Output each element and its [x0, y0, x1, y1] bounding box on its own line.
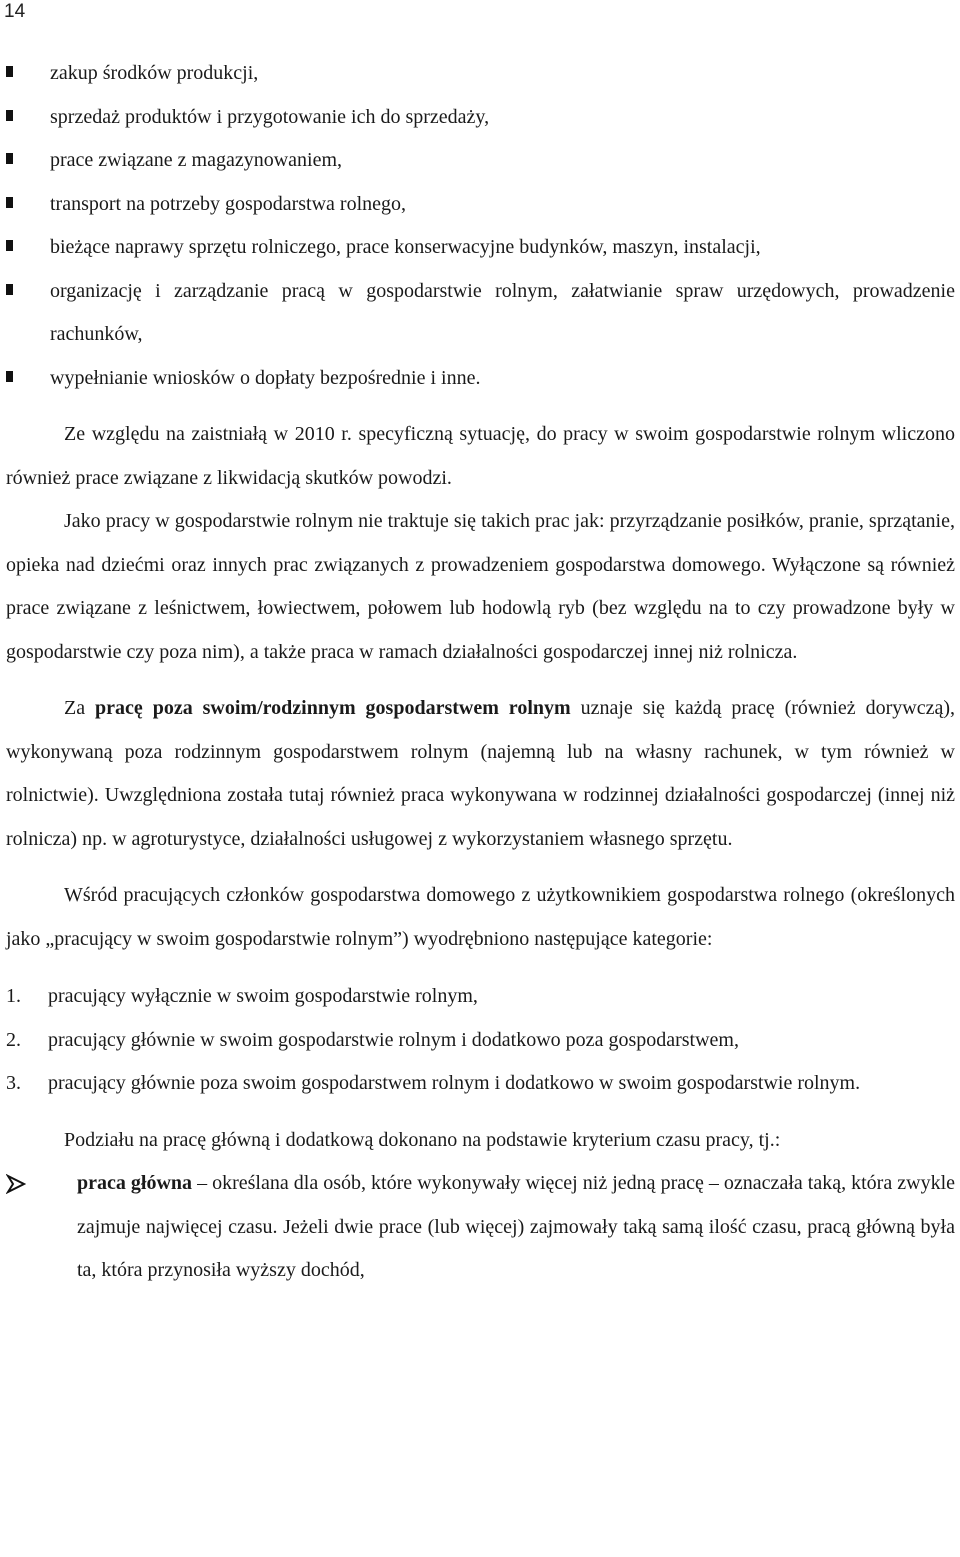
list-item: zakup środków produkcji,	[6, 52, 955, 96]
paragraph-outside-work: Za pracę poza swoim/rodzinnym gospodarstwem rolnym uznaje się każdą pracę (również dorywczą), wykonywaną poza rodzinnym gospodarstwem rolnym (najemną lub na własny rachunek, w tym również w rolnictwie). Uwzględniona została tutaj również praca wykonywana w rodzinnej działalności gospodarczej (innej niż rolnicza) np. w agroturystyce, działalności usługowej z wykorzystaniem własnego sprzętu.	[6, 697, 956, 850]
definition-term: praca główna	[77, 1172, 193, 1194]
definition-list	[6, 1162, 955, 1293]
square-bullet-icon	[6, 153, 13, 164]
square-bullet-icon	[6, 371, 13, 382]
paragraph-flood: Ze względu na zaistniałą w 2010 r. specyficzną sytuację, do pracy w swoim gospodarstwie rolnym wliczono również prace związane z likwidacją skutków powodzi.	[6, 423, 955, 489]
square-bullet-icon	[6, 197, 13, 208]
list-item: prace związane z magazynowaniem,	[6, 139, 955, 183]
category-list	[6, 975, 955, 1106]
list-number: 2.	[6, 1028, 21, 1051]
paragraph-categories-intro: Wśród pracujących członków gospodarstwa domowego z użytkownikiem gospodarstwa rolnego (określonych jako „pracujący w swoim gospodarstwie rolnym”) wyodrębniono następujące kategorie:	[6, 884, 955, 950]
activity-list	[6, 52, 955, 400]
arrow-bullet-icon	[6, 1174, 26, 1194]
paragraph-exclusions: Jako pracy w gospodarstwie rolnym nie traktuje się takich prac jak: przyrządzanie posiłków, pranie, sprzątanie, opieka nad dziećmi oraz innych prac związanych z prowadzeniem gospodarstwa domowego. Wyłączone są również prace związane z leśnictwem, łowiectwem, połowem lub hodowlą ryb (bez względu na to czy prowadzone były w gospodarstwie czy poza nim), a także praca w ramach działalności gospodarczej innej niż rolnicza.	[6, 510, 955, 663]
square-bullet-icon	[6, 66, 13, 77]
list-item: organizację i zarządzanie pracą w gospodarstwie rolnym, załatwianie spraw urzędowych, prowadzenie rachunków,	[6, 270, 955, 357]
list-item: 2. pracujący głównie w swoim gospodarstwie rolnym i dodatkowo poza gospodarstwem,	[6, 1019, 955, 1063]
square-bullet-icon	[6, 284, 13, 295]
square-bullet-icon	[6, 110, 13, 121]
list-item: 1. pracujący wyłącznie w swoim gospodarstwie rolnym,	[6, 975, 955, 1019]
list-item: transport na potrzeby gospodarstwa rolnego,	[6, 183, 955, 227]
list-number: 1.	[6, 985, 21, 1007]
paragraph-division: Podziału na pracę główną i dodatkową dokonano na podstawie kryterium czasu pracy, tj.:	[64, 1128, 781, 1151]
list-item: bieżące naprawy sprzętu rolniczego, prace konserwacyjne budynków, maszyn, instalacji,	[6, 226, 955, 270]
bold-term: pracę poza swoim/rodzinnym gospodarstwem rolnym	[95, 697, 571, 719]
list-item: wypełnianie wniosków o dopłaty bezpośrednie i inne.	[6, 357, 955, 401]
document-body	[6, 52, 955, 1293]
list-item: sprzedaż produktów i przygotowanie ich do sprzedaży,	[6, 96, 955, 140]
list-number: 3.	[6, 1072, 21, 1094]
list-item: praca główna – określana dla osób, które wykonywały więcej niż jedną pracę – oznaczała taką, która zwykle zajmuje najwięcej czasu. Jeżeli dwie prace (lub więcej) zajmowały taką samą ilość czasu, pracą główną była ta, która przynosiła wyższy dochód,	[6, 1162, 955, 1293]
list-item: 3. pracujący głównie poza swoim gospodarstwem rolnym i dodatkowo w swoim gospodarstwie rolnym.	[6, 1062, 955, 1106]
square-bullet-icon	[6, 240, 13, 251]
page-number: 14	[4, 1, 26, 22]
